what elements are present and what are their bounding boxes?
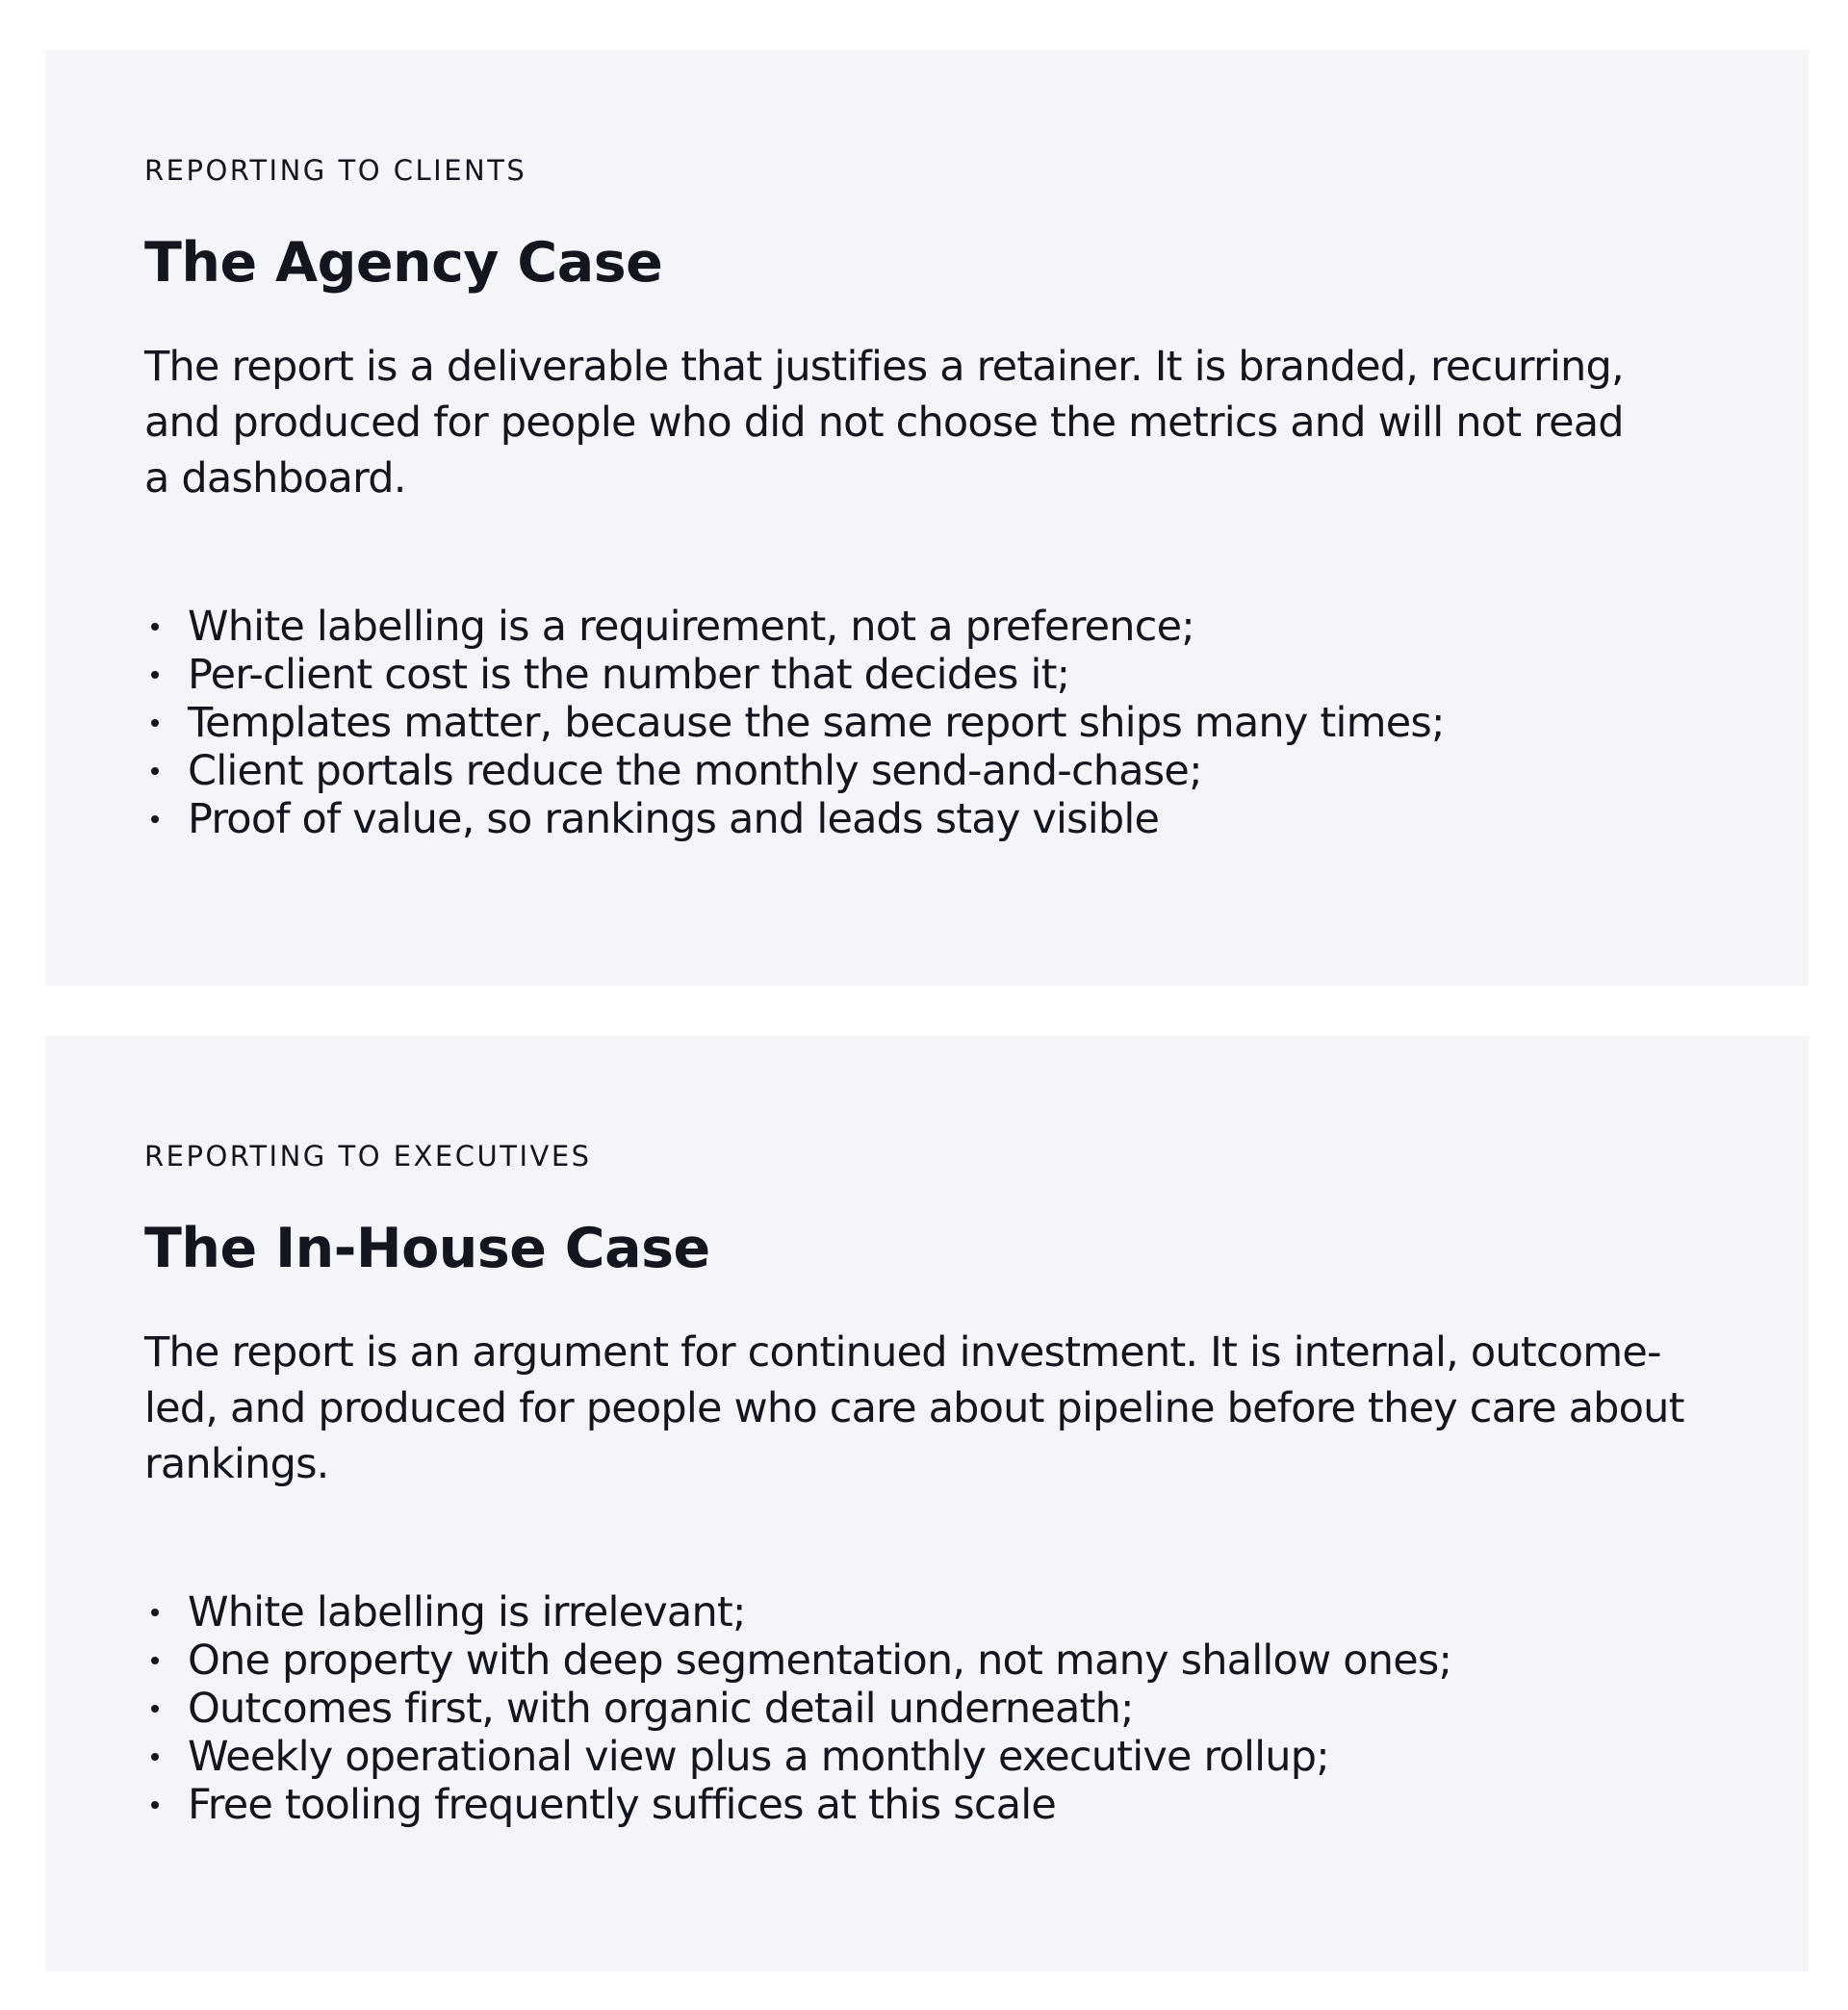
bullet-icon — [151, 671, 159, 679]
lead-line: and produced for people who did not choose the metrics and will not read — [144, 399, 1624, 447]
lead-line: rankings. — [144, 1440, 329, 1488]
point-text: Free tooling frequently suffices at this scale — [188, 1781, 1057, 1829]
list-item — [144, 795, 1742, 843]
lead-line: The report is an argument for continued investment. It is internal, outcome- — [144, 1328, 1661, 1377]
section-title: The In-House Case — [144, 1217, 710, 1280]
point-text: White labelling is irrelevant; — [188, 1588, 746, 1636]
point-text: Per-client cost is the number that decides it; — [188, 651, 1070, 699]
point-text: Proof of value, so rankings and leads stay visible — [188, 795, 1160, 843]
lead-line: led, and produced for people who care about pipeline before they care about — [144, 1384, 1684, 1432]
agency-case-card — [45, 50, 1809, 986]
section-lead — [144, 339, 1742, 506]
bullet-icon — [151, 1801, 159, 1809]
list-item — [144, 699, 1742, 747]
section-eyebrow: REPORTING TO CLIENTS — [144, 154, 527, 187]
bullet-icon — [151, 815, 159, 823]
in-house-case-card — [45, 1036, 1809, 1971]
point-text: Templates matter, because the same report ships many times; — [188, 699, 1445, 747]
point-text: Client portals reduce the monthly send-and-chase; — [188, 747, 1202, 795]
section-title: The Agency Case — [144, 231, 663, 295]
point-text: Outcomes first, with organic detail underneath; — [188, 1685, 1134, 1733]
section-lead — [144, 1325, 1742, 1492]
bullet-icon — [151, 1753, 159, 1761]
list-item — [144, 1685, 1742, 1733]
bullet-icon — [151, 767, 159, 775]
list-item — [144, 603, 1742, 651]
bullet-icon — [151, 1609, 159, 1616]
point-text: Weekly operational view plus a monthly executive rollup; — [188, 1733, 1329, 1781]
lead-line: a dashboard. — [144, 454, 406, 502]
bullet-icon — [151, 719, 159, 727]
section-eyebrow: REPORTING TO EXECUTIVES — [144, 1140, 592, 1172]
bullet-icon — [151, 623, 159, 631]
bullet-icon — [151, 1705, 159, 1713]
bullet-icon — [151, 1657, 159, 1664]
points-list — [144, 1588, 1742, 1829]
list-item — [144, 1588, 1742, 1636]
list-item — [144, 747, 1742, 795]
point-text: White labelling is a requirement, not a preference; — [188, 603, 1194, 651]
lead-line: The report is a deliverable that justifies a retainer. It is branded, recurring, — [144, 343, 1624, 391]
list-item — [144, 1781, 1742, 1829]
list-item — [144, 1733, 1742, 1781]
point-text: One property with deep segmentation, not many shallow ones; — [188, 1636, 1452, 1685]
list-item — [144, 651, 1742, 699]
points-list — [144, 603, 1742, 843]
list-item — [144, 1636, 1742, 1685]
